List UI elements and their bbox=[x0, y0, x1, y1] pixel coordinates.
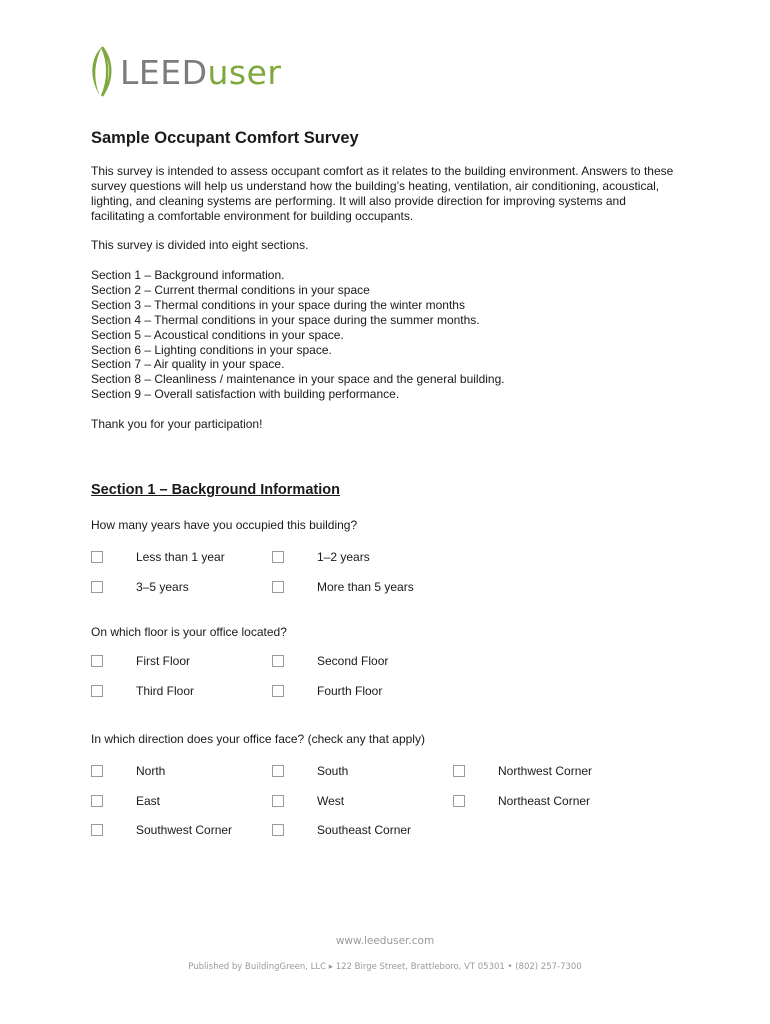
option-label: Southwest Corner bbox=[136, 823, 233, 837]
checkbox[interactable] bbox=[91, 551, 103, 563]
checkbox[interactable] bbox=[91, 685, 103, 697]
footer-url: www.leeduser.com bbox=[335, 935, 435, 947]
checkbox[interactable] bbox=[272, 795, 284, 807]
option-label: Fourth Floor bbox=[317, 684, 383, 698]
option-label: Northeast Corner bbox=[498, 794, 591, 808]
option-southwest-corner[interactable] bbox=[91, 822, 233, 838]
option-label: Southeast Corner bbox=[317, 823, 412, 837]
checkbox[interactable] bbox=[453, 765, 465, 777]
checkbox[interactable] bbox=[272, 685, 284, 697]
intro-paragraph: This survey is intended to assess occupant comfort as it relates to the building environment. Answers to these survey questions will help us understand how the building’s heating, ventilation, air conditioning, acoustical, lighting, and cleaning systems are performing. It will also provide direction for improving systems and facilitating a comfortable environment for building occupants. bbox=[91, 164, 674, 223]
page-title: Sample Occupant Comfort Survey bbox=[91, 129, 359, 147]
question-floor: On which floor is your office located? bbox=[91, 625, 287, 639]
option-less-than-1-year[interactable] bbox=[91, 549, 225, 565]
option-label: Third Floor bbox=[136, 684, 195, 698]
option-second-floor[interactable] bbox=[272, 653, 389, 669]
option-label: More than 5 years bbox=[317, 580, 414, 594]
option-first-floor[interactable] bbox=[91, 653, 190, 669]
question-years: How many years have you occupied this building? bbox=[91, 518, 358, 532]
section-list-item: Section 5 – Acoustical conditions in your space. bbox=[91, 327, 344, 342]
option-label: 3–5 years bbox=[136, 580, 189, 594]
section-list-item: Section 6 – Lighting conditions in your space. bbox=[91, 342, 332, 357]
section-list-item: Section 9 – Overall satisfaction with building performance. bbox=[91, 387, 400, 402]
section-list-item: Section 2 – Current thermal conditions in your space bbox=[91, 282, 370, 297]
option-north[interactable] bbox=[91, 763, 166, 779]
section-1-heading: Section 1 – Background Information bbox=[91, 482, 340, 498]
checkbox[interactable] bbox=[272, 551, 284, 563]
option-third-floor[interactable] bbox=[91, 683, 195, 699]
checkbox[interactable] bbox=[91, 765, 103, 777]
option-fourth-floor[interactable] bbox=[272, 683, 383, 699]
section-list bbox=[91, 268, 505, 402]
section-list-item: Section 7 – Air quality in your space. bbox=[91, 357, 285, 372]
option-label: East bbox=[136, 794, 161, 808]
option-label: South bbox=[317, 764, 349, 778]
option-more-than-5-years[interactable] bbox=[272, 579, 414, 595]
option-northeast-corner[interactable] bbox=[453, 793, 591, 809]
section-list-item: Section 4 – Thermal conditions in your space during the summer months. bbox=[91, 312, 480, 327]
section-list-item: Section 3 – Thermal conditions in your space during the winter months bbox=[91, 297, 465, 312]
option-label: North bbox=[136, 764, 166, 778]
option-west[interactable] bbox=[272, 793, 345, 809]
section-list-item: Section 1 – Background information. bbox=[91, 268, 285, 282]
checkbox[interactable] bbox=[91, 824, 103, 836]
option-label: Northwest Corner bbox=[498, 764, 593, 778]
option-east[interactable] bbox=[91, 793, 161, 809]
checkbox[interactable] bbox=[453, 795, 465, 807]
footer-published: Published by BuildingGreen, LLC ▸ 122 Birge Street, Brattleboro, VT 05301 • (802) 257-7300 bbox=[188, 962, 582, 972]
option-south[interactable] bbox=[272, 763, 349, 779]
logo-leed-text: LEED bbox=[120, 52, 208, 92]
logo-user-text: user bbox=[207, 52, 282, 92]
checkbox[interactable] bbox=[272, 581, 284, 593]
sections-intro: This survey is divided into eight sections. bbox=[91, 238, 309, 252]
option-label: First Floor bbox=[136, 654, 190, 668]
option-northwest-corner[interactable] bbox=[453, 763, 593, 779]
leaf-icon bbox=[88, 44, 116, 100]
option-3-5-years[interactable] bbox=[91, 579, 189, 595]
logo bbox=[88, 44, 281, 100]
checkbox[interactable] bbox=[91, 795, 103, 807]
option-label: 1–2 years bbox=[317, 550, 370, 564]
option-1-2-years[interactable] bbox=[272, 549, 370, 565]
logo-wordmark bbox=[120, 52, 282, 92]
option-label: Second Floor bbox=[317, 654, 389, 668]
checkbox[interactable] bbox=[272, 655, 284, 667]
option-southeast-corner[interactable] bbox=[272, 822, 412, 838]
checkbox[interactable] bbox=[91, 655, 103, 667]
section-list-item: Section 8 – Cleanliness / maintenance in your space and the general building. bbox=[91, 372, 505, 387]
checkbox[interactable] bbox=[272, 824, 284, 836]
checkbox[interactable] bbox=[272, 765, 284, 777]
option-label: Less than 1 year bbox=[136, 550, 225, 564]
thanks-text: Thank you for your participation! bbox=[91, 417, 263, 431]
question-direction: In which direction does your office face? (check any that apply) bbox=[91, 732, 425, 746]
option-label: West bbox=[317, 794, 345, 808]
checkbox[interactable] bbox=[91, 581, 103, 593]
